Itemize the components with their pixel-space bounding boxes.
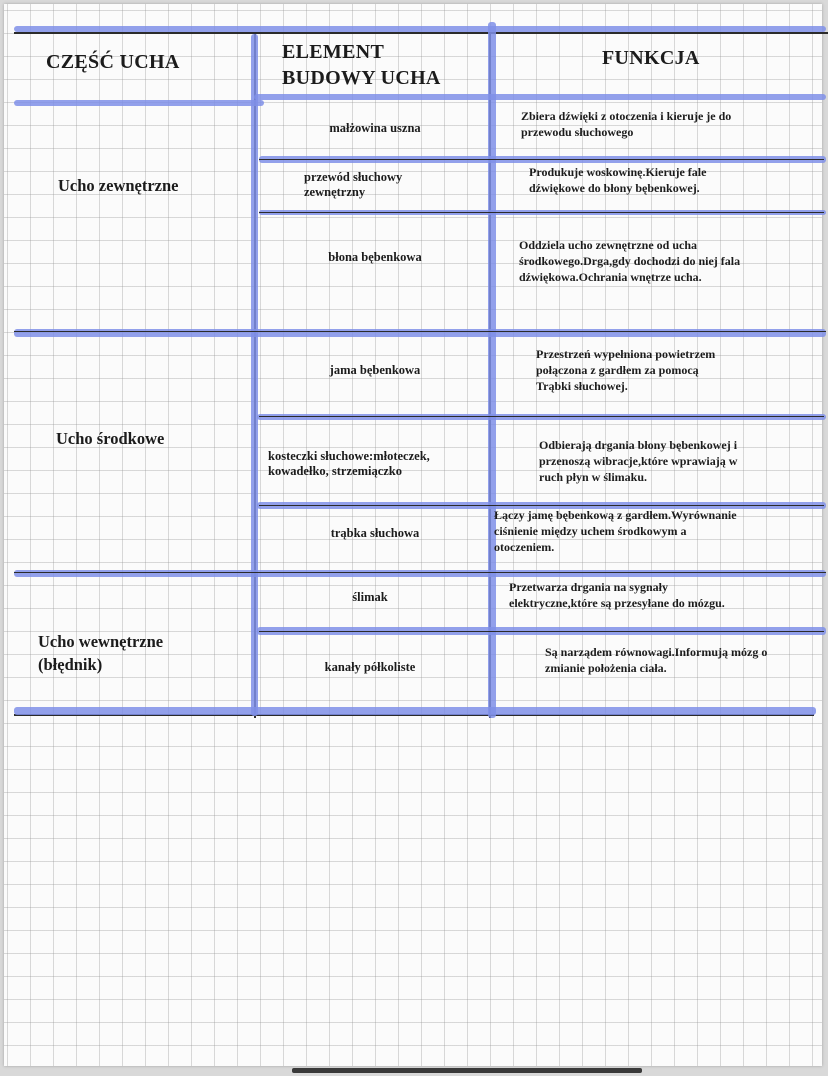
- element-row-8-line-1: kanały półkoliste: [324, 660, 416, 674]
- function-row-7-line-2: elektryczne,które są przesyłane do mózgu.: [509, 596, 725, 611]
- function-row-5-line-2: przenoszą wibracje,które wprawiają w: [539, 454, 738, 469]
- highlight-bottom: [14, 707, 816, 715]
- row-line-6: [14, 572, 826, 573]
- header-function: FUNKCJA: [602, 47, 700, 69]
- function-row-4-line-3: Trąbki słuchowej.: [536, 379, 628, 394]
- header-element-line1: ELEMENT: [282, 41, 385, 63]
- element-row-1: [260, 121, 490, 136]
- function-row-7: [509, 579, 725, 611]
- function-row-4-line-1: Przestrzeń wypełniona powietrzem: [536, 347, 716, 361]
- highlight-header-bottom-mid: [254, 94, 826, 100]
- function-row-3-line-2: środkowego.Drga,gdy dochodzi do niej fala: [519, 254, 741, 269]
- function-row-7-line-1: Przetwarza drgania na sygnały: [509, 580, 668, 594]
- function-row-3-line-3: dźwiękowa.Ochrania wnętrze ucha.: [519, 270, 702, 285]
- element-row-3-line-1: błona bębenkowa: [328, 250, 422, 264]
- function-row-8: [545, 644, 767, 676]
- row-line-2: [259, 212, 824, 213]
- function-row-5-line-1: Odbierają drgania błony bębenkowej i: [539, 438, 738, 452]
- function-row-5-line-3: ruch płyn w ślimaku.: [539, 470, 648, 485]
- element-row-7: [260, 590, 480, 605]
- part-inner-ear-line1: Ucho wewnętrzne: [38, 632, 164, 651]
- function-row-2: [529, 164, 706, 196]
- row-line-4: [259, 416, 824, 417]
- element-row-2-line-1: przewód słuchowy: [304, 170, 403, 184]
- row-line-1: [259, 159, 824, 160]
- function-row-1-line-1: Zbiera dźwięki z otoczenia i kieruje je do: [521, 109, 732, 123]
- highlight-col-1: [251, 34, 258, 716]
- part-inner-ear-line2: (błędnik): [38, 655, 103, 674]
- part-outer-ear: Ucho zewnętrzne: [58, 176, 179, 195]
- highlight-row-4: [257, 414, 826, 420]
- element-row-7-line-1: ślimak: [352, 590, 388, 604]
- function-row-1-line-2: przewodu słuchowego: [521, 125, 634, 140]
- function-row-1: [521, 108, 731, 140]
- element-row-5: [268, 449, 430, 479]
- function-row-2-line-1: Produkuje woskowinę.Kieruje fale: [529, 165, 707, 179]
- row-line-3: [14, 331, 826, 332]
- function-row-3: [519, 237, 740, 286]
- function-row-5: [539, 437, 737, 486]
- element-row-4-line-1: jama bębenkowa: [329, 363, 421, 377]
- function-row-8-line-2: zmianie położenia ciała.: [545, 661, 667, 676]
- row-line-7: [259, 631, 824, 632]
- element-row-5-line-1: kosteczki słuchowe:młoteczek,: [268, 449, 430, 463]
- header-part: CZĘŚĆ UCHA: [46, 51, 180, 73]
- element-row-4: [260, 363, 490, 378]
- row-line-5: [259, 505, 824, 506]
- table-top-border: [14, 32, 828, 34]
- function-row-3-line-1: Oddziela ucho zewnętrzne od ucha: [519, 238, 697, 252]
- header-element-line2: BUDOWY UCHA: [282, 67, 441, 89]
- highlight-header-bottom-left: [14, 100, 264, 106]
- function-row-2-line-2: dźwiękowe do błony bębenkowej.: [529, 181, 700, 196]
- function-row-4: [536, 346, 715, 395]
- notebook-page: [4, 4, 822, 1066]
- page-edge-shadow: [292, 1068, 642, 1073]
- element-row-5-line-2: kowadełko, strzemiączko: [268, 464, 403, 478]
- function-row-6-line-2: ciśnienie między uchem środkowym a: [494, 524, 687, 539]
- element-row-3: [260, 250, 490, 265]
- element-row-6-line-1: trąbka słuchowa: [330, 526, 420, 540]
- element-row-8: [260, 660, 480, 675]
- element-row-2-line-2: zewnętrzny: [304, 185, 366, 199]
- element-row-6: [260, 526, 490, 541]
- highlight-top: [14, 26, 826, 32]
- function-row-6-line-3: otoczeniem.: [494, 540, 555, 555]
- function-row-4-line-2: połączona z gardłem za pomocą: [536, 363, 699, 378]
- function-row-6: [494, 507, 737, 556]
- element-row-2: [304, 170, 402, 200]
- element-row-1-line-1: małżowina uszna: [329, 121, 421, 135]
- part-middle-ear: Ucho środkowe: [56, 429, 165, 448]
- function-row-8-line-1: Są narządem równowagi.Informują mózg o: [545, 645, 768, 659]
- function-row-6-line-1: Łączy jamę bębenkową z gardłem.Wyrównanie: [494, 508, 737, 522]
